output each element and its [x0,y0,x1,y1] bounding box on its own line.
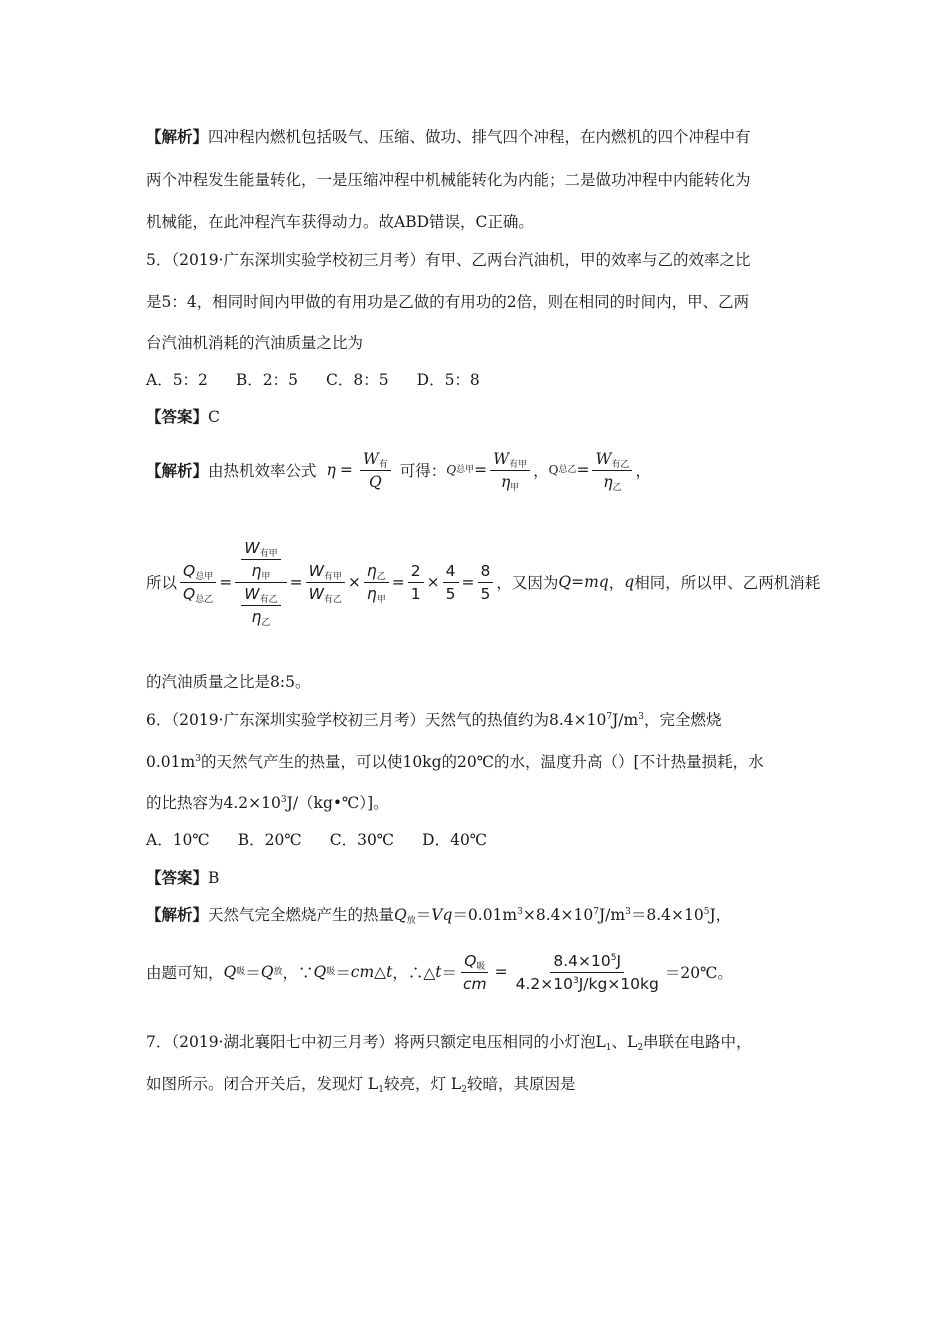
q-total-yi: Q [548,463,559,477]
cm-symbol: cm [462,974,487,993]
comma: ， [635,462,651,480]
q5-option-c: C．8：5 [326,371,389,389]
q-xi: Q [464,951,477,970]
q6-analysis-text-1g: J， [709,906,732,924]
cm-symbol: cm [350,963,375,981]
eta-symbol: η [603,472,613,491]
w-symbol: W [244,538,260,557]
q5-stem-text-3: 台汽油机消耗的汽油质量之比为 [146,334,364,352]
q-sub-zongyi: 总乙 [195,594,214,605]
equals-sign: ＝ [335,964,351,982]
den-times-10: ×10 [540,974,573,993]
ke-de-text: 可得： [399,462,447,480]
q7-stem-text-1a: 7．（2019·湖北襄阳七中初三月考）将两只额定电压相同的小灯泡L [146,1033,606,1051]
q6-stem-line-1 [146,710,721,730]
sup: 3 [572,975,579,986]
q6-stem-text-2b: 的天然气产生的热量，可以使10kg的20℃的水，温度升高（）[不计热量损耗，水 [200,753,764,771]
w-you-jia-sub: 有甲 [259,548,278,559]
sup: 3 [517,907,523,917]
sup: 3 [280,795,287,805]
q6-analysis-text-1d: ×8.4×10 [522,906,594,924]
sup: 7 [606,712,613,722]
q4-analysis-text-3: 机械能，在此冲程汽车获得动力。故ABD错误，C正确。 [146,213,534,231]
q6-option-a: A．10℃ [146,831,210,849]
compound-fraction [235,539,286,626]
q6-option-c: C．30℃ [329,831,395,849]
eta-symbol: η [366,584,377,603]
therefore-delta: ，∴△ [392,964,436,982]
eight-over-five [478,562,494,603]
q7-stem-text-1b: 、L [611,1033,638,1051]
sub: 2 [637,1043,644,1053]
eta-jia-sub: 甲 [510,482,520,493]
sup: 5 [610,952,617,963]
efficiency-formula-fraction [360,450,391,491]
eta-symbol: η [251,561,262,580]
q5-stem-text-2: 是5：4，相同时间内甲做的有用功是乙做的有用功的2倍，则在相同的时间内，甲、乙两 [146,293,750,311]
q-total-jia: Q [446,463,457,477]
equals-sign: = [289,573,303,591]
w-symbol: W [362,449,379,468]
q5-options [146,370,480,390]
eta-symbol: η [366,561,377,580]
q7-stem-line-2 [146,1074,575,1094]
equals-sign: ＝ [415,906,432,924]
den-mass: ×10kg [607,974,659,993]
q5-answer-value: C [208,408,220,426]
equals-sign: = [391,573,405,591]
q5-analysis-formula-line: 【解析】 由热机效率公式 η = $\frac{W_有}{Q}$ 可得： Q 总甲 = $\frac{W_{有甲}}{\eta_甲}$ ， Q 总乙 = $\frac{W_{有乙}}{\eta_乙}$ ， [146,449,651,493]
equals-sign: = [461,573,475,591]
q5-stem-line-3 [146,333,363,353]
q-total-jia-fraction [490,450,530,491]
q-ratio-fraction [180,562,216,603]
q-symbol: Q [183,561,196,580]
times-sign: × [347,573,361,591]
q6-analysis-text-1f: ＝8.4×10 [630,906,704,924]
w-sub-you: 有 [378,459,388,470]
sup: 3 [625,907,631,917]
q5-answer [146,407,220,427]
q-fang: Q [260,963,274,981]
w-symbol: W [308,584,324,603]
q4-analysis-line-2 [146,170,751,190]
analysis-label: 【解析】 [146,905,209,924]
q5-ratio-derivation [146,522,820,642]
equals-sign: ＝ [441,964,457,982]
eta-jia-sub: 甲 [376,594,386,605]
q6-stem-text-2a: 0.01m [146,753,196,771]
q5-stem-line-1 [146,250,751,270]
q6-stem-line-2 [146,752,764,772]
sup: 3 [638,712,644,722]
suoyi-text: 所以 [146,574,178,592]
q5-stem-line-2 [146,292,749,312]
tail-text: ，又因为 [496,574,559,592]
q4-analysis-text-1: 四冲程内燃机包括吸气、压缩、做功、排气四个冲程，在内燃机的四个冲程中有 [208,128,751,146]
eta-symbol: η [500,472,511,491]
result-text: ＝20℃。 [664,964,733,982]
q5-conclusion [146,672,310,692]
w-you-yi-sub: 有乙 [611,459,630,470]
t-symbol: t [386,963,393,981]
q6-answer [146,868,219,888]
two-over-one [408,562,424,603]
eta-yi-sub: 乙 [261,617,271,628]
denominator-5: 5 [480,584,491,603]
q4-analysis-text-2: 两个冲程发生能量转化，一是压缩冲程中机械能转化为内能；二是做功冲程中内能转化为 [146,171,751,189]
times-sign: × [426,573,440,591]
w-symbol: W [308,561,324,580]
inner-fraction-yi [241,585,280,626]
q-symbol: Q [368,472,382,491]
q6-analysis-line-2: 由题可知， Q 吸 ＝ Q 放 ，∵ Q 吸 ＝ cm △ t ，∴△ t ＝ $\frac{Q_吸}{cm}$ = $\frac{8.4\times 10^5J}{4.2\times 10^3J/kg\times 10kg}$ ＝20℃。 [146,951,733,993]
q7-stem-line-1 [146,1032,752,1052]
eta-jia-sub: 甲 [261,571,271,582]
den-4-2: 4.2 [515,974,541,993]
numerator-2: 2 [408,562,424,583]
eta-symbol: η [251,607,262,626]
q5-stem-text-1: 5．（2019·广东深圳实验学校初三月考）有甲、乙两台汽油机，甲的效率与乙的效率之比 [146,251,751,269]
comma: ， [533,462,549,480]
q4-analysis-line-1 [146,127,751,147]
q7-stem-text-1c: 串联在电路中， [643,1033,752,1051]
q6-stem-text-1a: 6．（2019·广东深圳实验学校初三月考）天然气的热值约为8.4×10 [146,711,607,729]
q6-analysis-line-1 [146,905,731,925]
q6-stem-text-1b: J/m [612,711,639,729]
q-xi: Q [313,963,327,981]
t-symbol: t [435,963,442,981]
q7-stem-text-2c: 较暗，其原因是 [466,1075,576,1093]
q6-option-d: D．40℃ [422,831,488,849]
sub: 1 [378,1085,384,1095]
w-symbol: W [244,584,260,603]
w-you-jia-sub: 有甲 [509,459,528,470]
numerator-8: 8 [478,562,494,583]
q5-option-d: D．5：8 [416,371,480,389]
inner-fraction-jia [241,539,280,580]
q7-stem-text-2a: 如图所示。闭合开关后，发现灯 L [146,1075,379,1093]
delta-sign: △ [374,963,387,981]
denominator-1: 1 [410,584,421,603]
sub: 1 [605,1043,612,1053]
equals-sign: = [576,461,590,479]
four-over-five [443,562,459,603]
equals-sign: = [474,461,488,479]
q6-stem-text-3a: 的比热容为4.2×10 [146,794,281,812]
num-unit-j: J [616,951,622,970]
q5-option-a: A．5：2 [146,371,208,389]
analysis-label: 【解析】 [146,461,209,480]
q6-analysis-text-1c: ＝0.01m [452,906,518,924]
sup: 3 [195,754,201,764]
q5-conclusion-text: 的汽油质量之比是8:5。 [146,673,311,691]
q6-analysis-text-1a: 天然气完全燃烧产生的热量 [208,906,395,924]
q-sub-zongjia: 总甲 [195,571,214,582]
w-symbol: W [595,449,612,468]
q4-analysis-line-3 [146,212,534,232]
answer-label: 【答案】 [146,868,209,887]
q-fang-sub: 放 [406,916,416,926]
q6-options [146,830,487,850]
q5-analysis-intro: 由热机效率公式 [208,462,317,480]
q-xi-sub: 吸 [476,961,486,972]
sup: 5 [703,907,710,917]
q6-stem-line-3 [146,793,389,813]
sub: 2 [461,1085,467,1095]
num-times-10: ×10 [578,951,611,970]
eta-ratio-fraction [364,562,389,603]
denominator-5: 5 [445,584,456,603]
numerator-4: 4 [443,562,459,583]
analysis-label: 【解析】 [146,127,209,146]
eta-yi-sub: 乙 [612,482,622,493]
q6-stem-text-1c: ，完全燃烧 [643,711,722,729]
q6-analysis-text-2a: 由题可知， [146,964,224,982]
eta-symbol: η [326,461,336,479]
w-symbol: W [493,449,510,468]
q6-answer-value: B [208,869,220,887]
equals-sign: ＝ [245,964,261,982]
sup: 7 [593,907,599,917]
q-eq-mq: Q=mq [558,573,609,591]
q-symbol: Q [183,584,196,603]
q-fang: Q [394,906,407,924]
q-xi: Q [223,963,237,981]
equals-sign: = [339,461,353,479]
temperature-rise-fraction [513,952,662,993]
q6-option-b: B．20℃ [237,831,302,849]
eta-yi-sub: 乙 [376,571,386,582]
den-unit: J/kg [578,974,608,993]
tail-comma: ， [608,574,625,592]
q-total-yi-fraction [592,450,632,491]
w-you-yi-sub: 有乙 [323,594,342,605]
q5-option-b: B．2：5 [235,371,299,389]
q6-analysis-text-1e: J/m [598,906,626,924]
w-you-yi-sub: 有乙 [259,594,278,605]
equals-sign: = [219,573,233,591]
because-sign: ，∵ [282,964,314,982]
q-over-cm-fraction [460,952,490,993]
w-ratio-fraction [306,562,345,603]
q7-stem-text-2b: 较亮，灯 L [383,1075,462,1093]
num-8-4: 8.4 [553,951,579,970]
tail-text-3: 相同，所以甲、乙两机消耗 [634,574,821,592]
q6-stem-text-3b: J/（kg•℃）]。 [286,794,389,812]
vq: Vq [431,906,453,924]
answer-label: 【答案】 [146,407,209,426]
w-you-jia-sub: 有甲 [323,571,342,582]
q-italic: q [624,573,635,591]
